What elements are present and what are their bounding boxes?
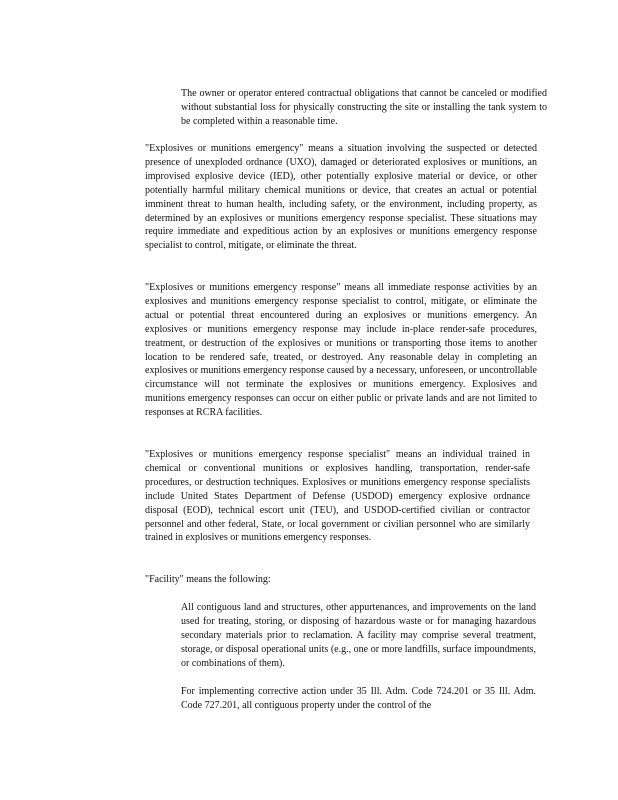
definition-explosives-emergency: "Explosives or munitions emergency" means a situation involving the suspected or detected presence of unexploded ordnance (UXO), damaged or deteriorated explosives or munitions, an improvised explosive device (IED), other potentially explosive material or device, or other potentially harmful military chemical munitions or device, that creates an actual or potential imminent threat to human health, including safety, or the environment, including property, as determined by an explosives or munitions emergency response specialist. These situations may require immediate and expeditious action by an explosives or munitions emergency response specialist to control, mitigate, or eliminate the threat. — [145, 143, 537, 252]
paragraph-contractual-obligations: The owner or operator entered contractual obligations that cannot be canceled or modified without substantial loss for physically constructing the site or installing the tank system to be completed within a reasonable time. — [181, 88, 547, 127]
facility-subsection-b: For implementing corrective action under 35 Ill. Adm. Code 724.201 or 35 Ill. Adm. Code 727.201, all contiguous property under the control of the — [181, 686, 536, 711]
definition-explosives-emergency-response: "Explosives or munitions emergency response" means all immediate response activities by an explosives and munitions emergency response specialist to control, mitigate, or eliminate the actual or potential threat encountered during an explosives or munitions emergency. An explosives or munitions emergency response may include in-place render-safe procedures, treatment, or destruction of the explosives or munitions or transporting those items to another location to be rendered safe, treated, or destroyed. Any reasonable delay in completing an explosives or munitions emergency response caused by a necessary, unforeseen, or uncontrollable circumstance will not terminate the explosives or munitions emergency. Explosives and munitions emergency responses can occur on either public or private lands and are not limited to responses at RCRA facilities. — [145, 282, 537, 419]
definition-explosives-response-specialist: "Explosives or munitions emergency response specialist" means an individual trained in chemical or conventional munitions or explosives handling, transportation, render-safe procedures, or destruction techniques. Explosives or munitions emergency response specialists include United States Department of Defense (USDOD) emergency explosive ordnance disposal (EOD), technical escort unit (TEU), and USDOD-certified civilian or contractor personnel and other federal, State, or local government or civilian personnel who are similarly trained in explosives or munitions emergency responses. — [145, 449, 530, 544]
definition-facility-heading: "Facility" means the following: — [145, 574, 271, 585]
facility-subsection-a: All contiguous land and structures, other appurtenances, and improvements on the land used for treating, storing, or disposing of hazardous waste or for managing hazardous secondary materials prior to reclamation. A facility may comprise several treatment, storage, or disposal operational units (e.g., one or more landfills, surface impoundments, or combinations of them). — [181, 602, 536, 669]
